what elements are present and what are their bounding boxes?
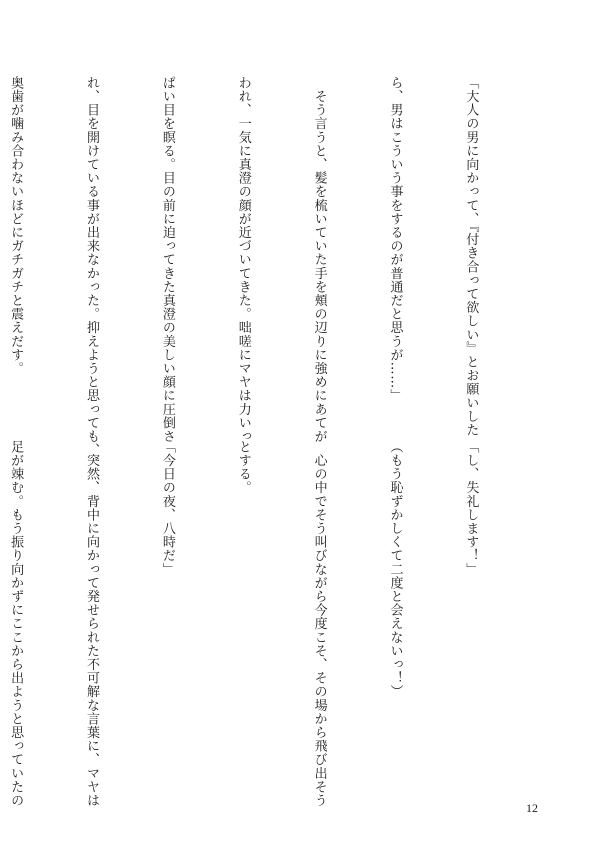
text-line: そう言うと、髪を梳いていた手を頬の辺りに強めにあてが — [311, 76, 327, 444]
text-line: 「大人の男に向かって、『付き合って欲しい』とお願いした — [463, 76, 479, 437]
upper-text-block — [0, 76, 534, 457]
text-line: とする。 — [235, 440, 251, 495]
text-line: 心の中でそう叫びながら今度こそ、その場から飛び出そう — [311, 440, 327, 808]
lower-text-block — [0, 440, 534, 808]
text-line: 奥歯が噛み合わないほどにガチガチと震えだす。 — [8, 76, 24, 376]
text-line: ぱい目を瞑る。目の前に迫ってきた真澄の美しい顔に圧倒さ — [159, 76, 175, 444]
text-line: われ、一気に真澄の顔が近づいてきた。咄嗟にマヤは力いっ — [235, 76, 251, 444]
text-line: （もう恥ずかしくて二度と会えないっ！） — [387, 440, 403, 699]
text-line: 「今日の夜、八時だ」 — [159, 440, 175, 576]
text-line: ら、男はこういう事をするのが普通だと思うが……」 — [387, 76, 403, 403]
page-number: 12 — [526, 801, 538, 815]
text-line: れ、目を開けている事が出来なかった。抑えようと思っても、 — [83, 76, 99, 457]
text-line: 足が竦む。もう振り向かずにここから出ようと思っていたの — [8, 440, 24, 808]
text-line: 突然、背中に向かって発せられた不可解な言葉に、マヤは — [83, 440, 99, 808]
text-line: 「し、失礼します！」 — [463, 440, 479, 576]
